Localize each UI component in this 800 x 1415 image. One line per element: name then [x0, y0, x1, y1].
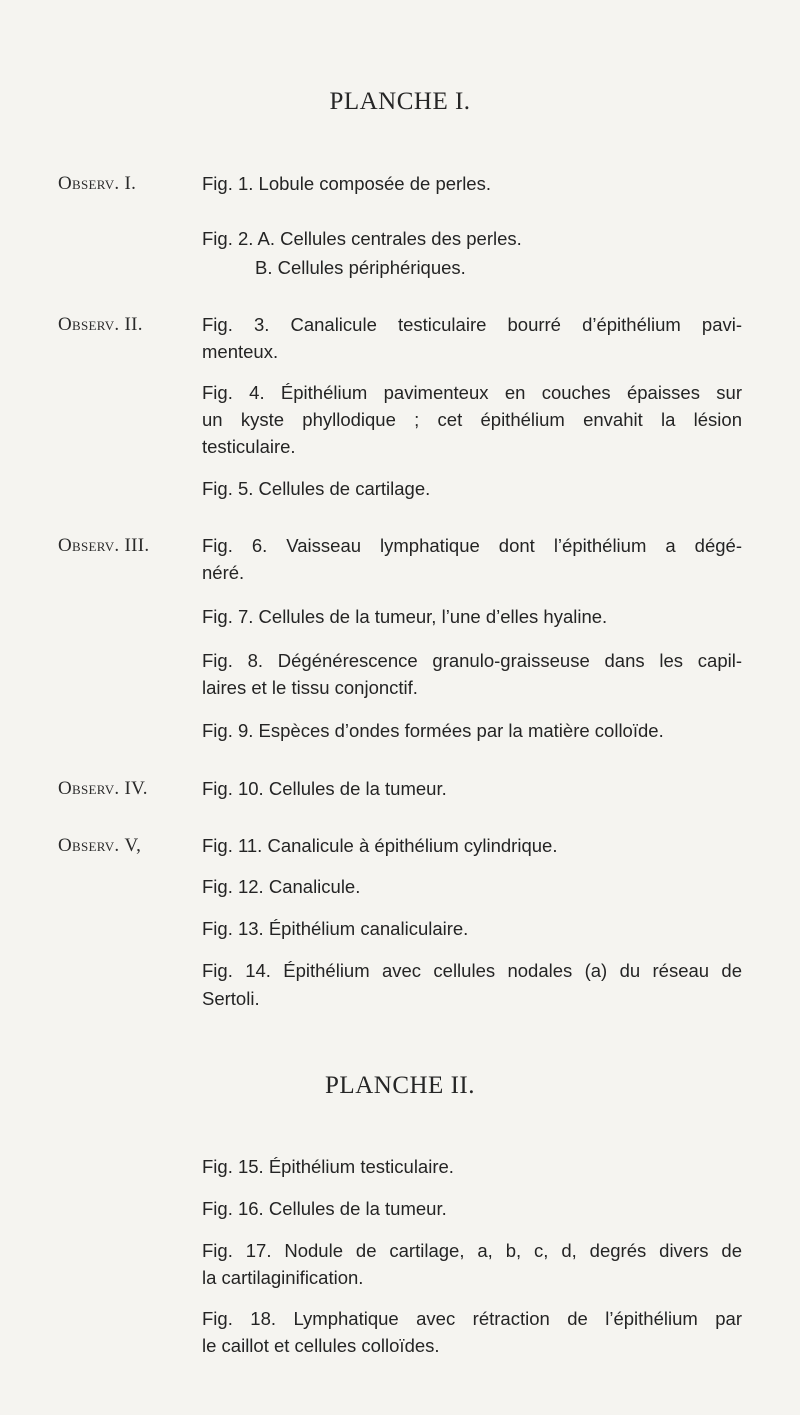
observation-3-label — [58, 535, 149, 557]
figure-2a-caption: Fig. 2. A. Cellules centrales des perles. — [202, 228, 522, 249]
observation-1-label — [58, 173, 136, 195]
figure-3-caption-line-2: menteux. — [202, 341, 279, 362]
figure-1-caption: Fig. 1. Lobule composée de perles. — [202, 173, 491, 194]
figure-6-caption-line-2: néré. — [202, 562, 245, 583]
plate-1-title: PLANCHE I. — [329, 88, 471, 115]
figure-10-caption: Fig. 10. Cellules de la tumeur. — [202, 778, 447, 799]
figure-4-caption-line-3: testiculaire. — [202, 436, 296, 457]
figure-4-caption-line-1: Fig. 4. Épithélium pavimenteux en couches épaisses sur — [202, 382, 742, 403]
figure-8-caption-line-1: Fig. 8. Dégénérescence granulo-graisseuse dans les capil- — [202, 650, 742, 671]
observation-2-label — [58, 314, 143, 336]
figure-8-caption-line-2: laires et le tissu conjonctif. — [202, 677, 418, 698]
observation-label-text: Observ. — [58, 314, 120, 335]
figure-17-caption-line-1: Fig. 17. Nodule de cartilage, a, b, c, d, degrés divers de — [202, 1240, 742, 1261]
observation-number: V, — [124, 835, 142, 856]
figure-9-caption: Fig. 9. Espèces d’ondes formées par la matière colloïde. — [202, 720, 664, 741]
figure-11-caption: Fig. 11. Canalicule à épithélium cylindrique. — [202, 835, 558, 856]
figure-2b-caption: B. Cellules périphériques. — [255, 257, 466, 278]
observation-label-text: Observ. — [58, 173, 120, 194]
figure-13-caption: Fig. 13. Épithélium canaliculaire. — [202, 918, 469, 939]
observation-4-label — [58, 778, 148, 800]
plate-2-title: PLANCHE II. — [325, 1072, 475, 1099]
observation-5-label — [58, 835, 141, 857]
figure-7-caption: Fig. 7. Cellules de la tumeur, l’une d’elles hyaline. — [202, 606, 608, 627]
figure-17-caption-line-2: la cartilaginification. — [202, 1267, 364, 1288]
figure-3-caption-line-1: Fig. 3. Canalicule testiculaire bourré d’épithélium pavi- — [202, 314, 742, 335]
observation-label-text: Observ. — [58, 835, 120, 856]
observation-label-text: Observ. — [58, 535, 120, 556]
observation-label-text: Observ. — [58, 778, 120, 799]
figure-12-caption: Fig. 12. Canalicule. — [202, 876, 361, 897]
figure-16-caption: Fig. 16. Cellules de la tumeur. — [202, 1198, 447, 1219]
figure-5-caption: Fig. 5. Cellules de cartilage. — [202, 478, 431, 499]
figure-6-caption-line-1: Fig. 6. Vaisseau lymphatique dont l’épithélium a dégé- — [202, 535, 742, 556]
observation-number: I. — [124, 173, 137, 194]
observation-number: IV. — [124, 778, 148, 799]
observation-number: III. — [124, 535, 150, 556]
figure-14-caption-line-1: Fig. 14. Épithélium avec cellules nodales (a) du réseau de — [202, 960, 742, 981]
figure-18-caption-line-2: le caillot et cellules colloïdes. — [202, 1335, 440, 1356]
figure-4-caption-line-2: un kyste phyllodique ; cet épithélium envahit la lésion — [202, 409, 742, 430]
observation-number: II. — [124, 314, 143, 335]
figure-14-caption-line-2: Sertoli. — [202, 988, 260, 1009]
figure-15-caption: Fig. 15. Épithélium testiculaire. — [202, 1156, 454, 1177]
figure-18-caption-line-1: Fig. 18. Lymphatique avec rétraction de l’épithélium par — [202, 1308, 742, 1329]
